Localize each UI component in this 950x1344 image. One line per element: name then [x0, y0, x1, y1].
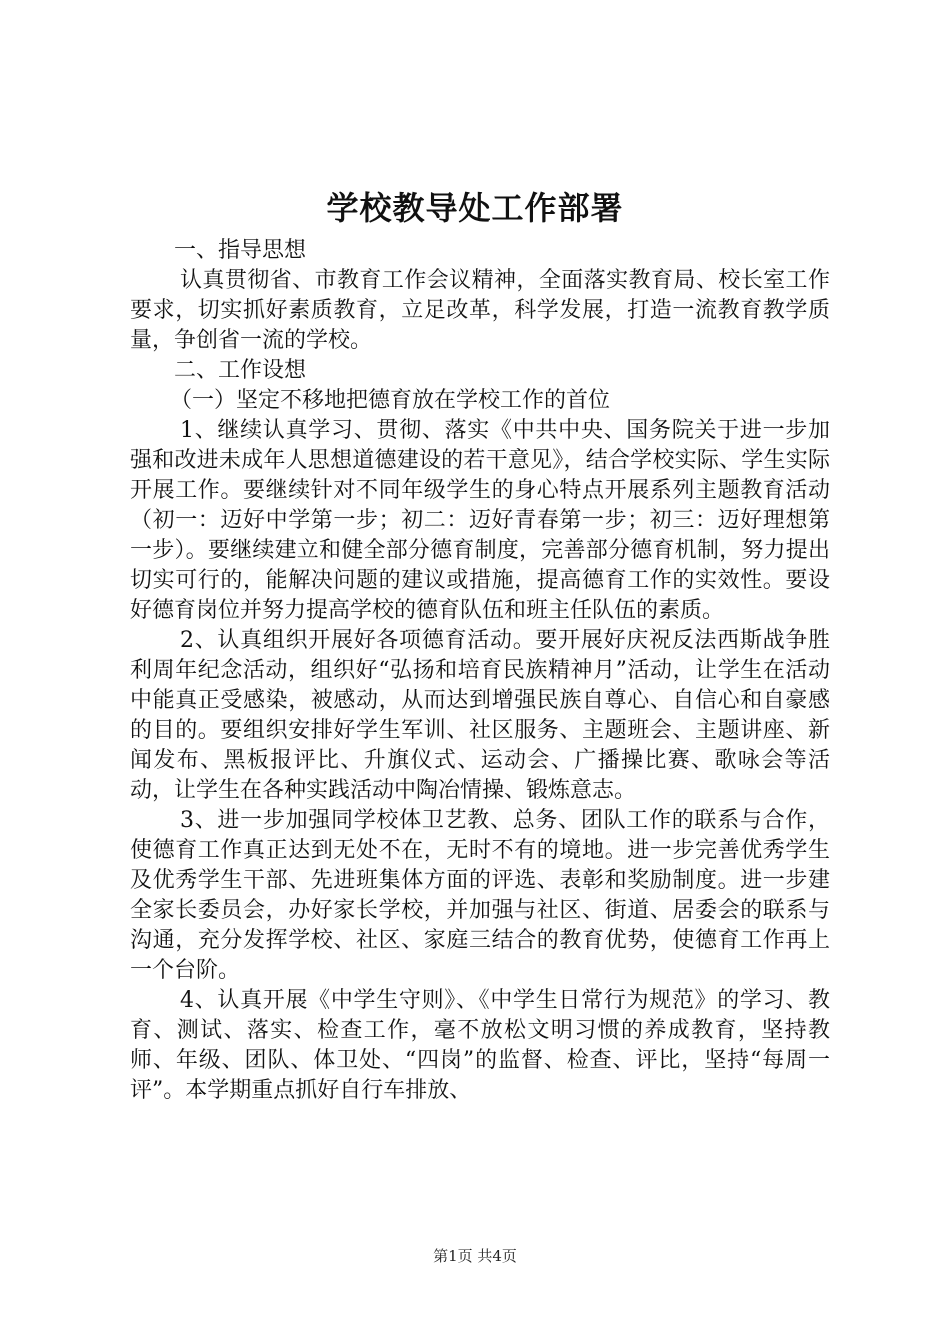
paragraph-item-1: 1、继续认真学习、贯彻、落实《中共中央、国务院关于进一步加强和改进未成年人思想道德建设的若干意见》，结合学校实际、学生实际开展工作。要继续针对不同年级学生的身心特点开展系列主题教育活动（初一：迈好中学第一步；初二：迈好青春第一步；初三：迈好理想第一步）。要继续建立和健全部分德育制度，完善部分德育机制，努力提出切实可行的，能解决问题的建议或措施，提高德育工作的实效性。要设好德育岗位并努力提高学校的德育队伍和班主任队伍的素质。	[130, 418, 830, 623]
paragraph-item-4: 4、认真开展《中学生守则》、《中学生日常行为规范》的学习、教育、测试、落实、检查工作，毫不放松文明习惯的养成教育，坚持教师、年级、团队、体卫处、“四岗”的监督、检查、评比，坚持“每周一评”。本学期重点抓好自行车排放、	[130, 988, 830, 1103]
subsection-heading-moral-education: （一）坚定不移地把德育放在学校工作的首位	[170, 388, 611, 413]
document-body	[130, 236, 830, 1106]
paragraph-item-2: 2、认真组织开展好各项德育活动。要开展好庆祝反法西斯战争胜利周年纪念活动，组织好“弘扬和培育民族精神月”活动，让学生在活动中能真正受感染，被感动，从而达到增强民族自尊心、自信心和自豪感的目的。要组织安排好学生军训、社区服务、主题班会、主题讲座、新闻发布、黑板报评比、升旗仪式、运动会、广播操比赛、歌咏会等活动，让学生在各种实践活动中陶冶情操、锻炼意志。	[130, 628, 830, 803]
paragraph-item-3: 3、进一步加强同学校体卫艺教、总务、团队工作的联系与合作，使德育工作真正达到无处不在，无时不有的境地。进一步完善优秀学生及优秀学生干部、先进班集体方面的评选、表彰和奖励制度。进一步建全家长委员会，办好家长学校，并加强与社区、街道、居委会的联系与沟通，充分发挥学校、社区、家庭三结合的教育优势，使德育工作再上一个台阶。	[130, 808, 830, 983]
section-heading-guiding-thought: 一、指导思想	[174, 238, 307, 263]
section-heading-work-plan: 二、工作设想	[174, 358, 307, 383]
paragraph-guiding-thought: 认真贯彻省、市教育工作会议精神，全面落实教育局、校长室工作要求，切实抓好素质教育，立足改革，科学发展，打造一流教育教学质量，争创省一流的学校。	[130, 268, 830, 353]
page-number-footer: 第1页 共4页	[433, 1247, 517, 1265]
document-title: 学校教导处工作部署	[326, 189, 624, 227]
